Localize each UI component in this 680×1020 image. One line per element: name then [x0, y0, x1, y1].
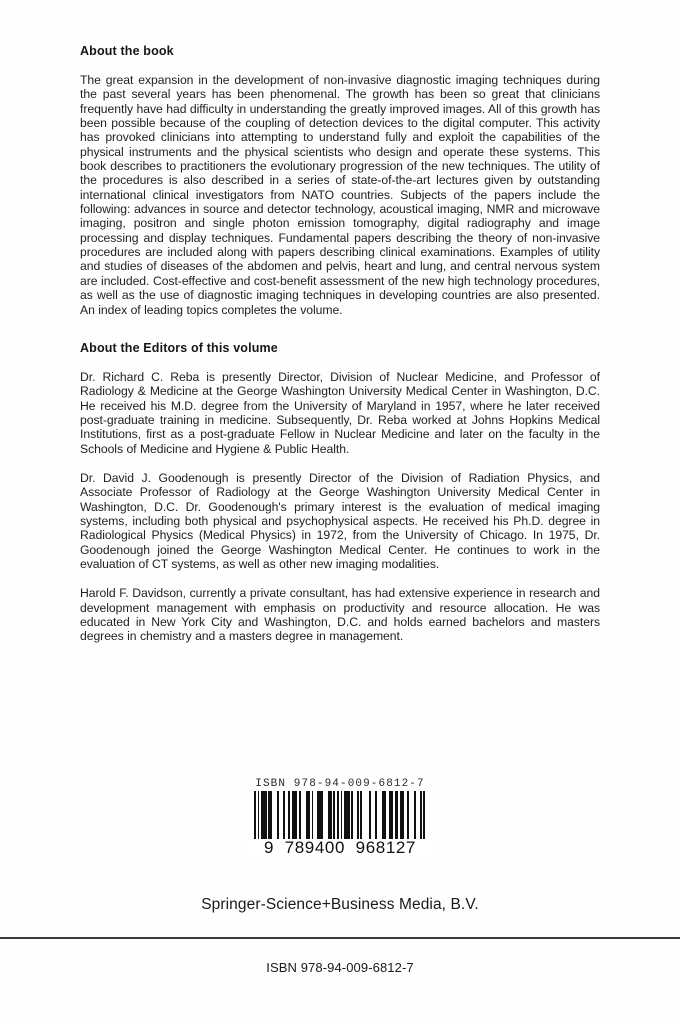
about-the-book-heading: About the book [80, 44, 174, 58]
cover-text-column [80, 44, 600, 644]
footer-divider [0, 937, 680, 939]
about-the-book-paragraph: The great expansion in the development of non-invasive diagnostic imaging techniques during the past several years has been phenomenal. The growth has been so great that clinicians frequently have had difficulty in understanding the greatly improved images. All of this growth has been possible because of the coupling of detection devices to the digital computer. This activity has provoked clinicians into attempting to understand fully and exploit the capabilities of the physical instruments and the physical scientists who design and operate these systems. This book describes to practitioners the evolutionary progression of the new techniques. The utility of the procedures is also described in a series of state-of-the-art lectures given by outstanding international clinical investigators from NATO countries. Subjects of the papers include the following: advances in source and detector technology, acoustical imaging, NMR and microwave imaging, positron and single photon emission tomography, digital radiography and image processing and display techniques. Fundamental papers describing the theory of non-invasive procedures are included along with papers describing clinical examinations. Examples of utility and studies of diseases of the abdomen and pelvis, heart and lung, and central nervous system are included. Cost-effective and cost-benefit assessment of the new high technology procedures, as well as the use of diagnostic imaging techniques in developing countries are also presented. An index of leading topics completes the volume. [80, 73, 600, 317]
isbn-barcode-block [0, 778, 680, 857]
barcode-isbn-label: ISBN 978-94-009-6812-7 [255, 778, 425, 790]
footer-isbn-text: ISBN 978-94-009-6812-7 [266, 960, 414, 975]
about-the-editors-heading: About the Editors of this volume [80, 340, 278, 355]
editor-bio-goodenough: Dr. David J. Goodenough is presently Director of the Division of Radiation Physics, and Associate Professor of Radiology at the George Washington University Medical Center in Washington, D.C. Dr. Goodenough's primary interest is the evaluation of medical imaging systems, including both physical and psychophysical aspects. He received his Ph.D. degree in Radiological Physics (Medical Physics) in 1972, from the University of Chicago. In 1975, Dr. Goodenough joined the George Washington Medical Center. He continues to work in the evaluation of CT systems, as well as other new imaging modalities. [80, 470, 600, 571]
editor-bio-reba: Dr. Richard C. Reba is presently Director, Division of Nuclear Medicine, and Professor of Radiology & Medicine at the George Washington University Medical Center in Washington, D.C. He received his M.D. degree from the University of Maryland in 1957, where he later received post-graduate training in medicine. Subsequently, Dr. Reba worked at Johns Hopkins Medical Institutions, first as a post-graduate Fellow in Nuclear Medicine and later on the faculty in the Schools of Medicine and Hygiene & Public Health. [80, 369, 600, 456]
editor-bio-davidson: Harold F. Davidson, currently a private consultant, has had extensive experience in research and development management with emphasis on productivity and resource allocation. He was educated in New York City and Washington, D.C. and holds earned bachelors and masters degrees in chemistry and a masters degree in management. [80, 586, 600, 644]
barcode-human-readable-digits: 9 789400 968127 [251, 839, 429, 857]
publisher-name: Springer-Science+Business Media, B.V. [201, 896, 479, 913]
